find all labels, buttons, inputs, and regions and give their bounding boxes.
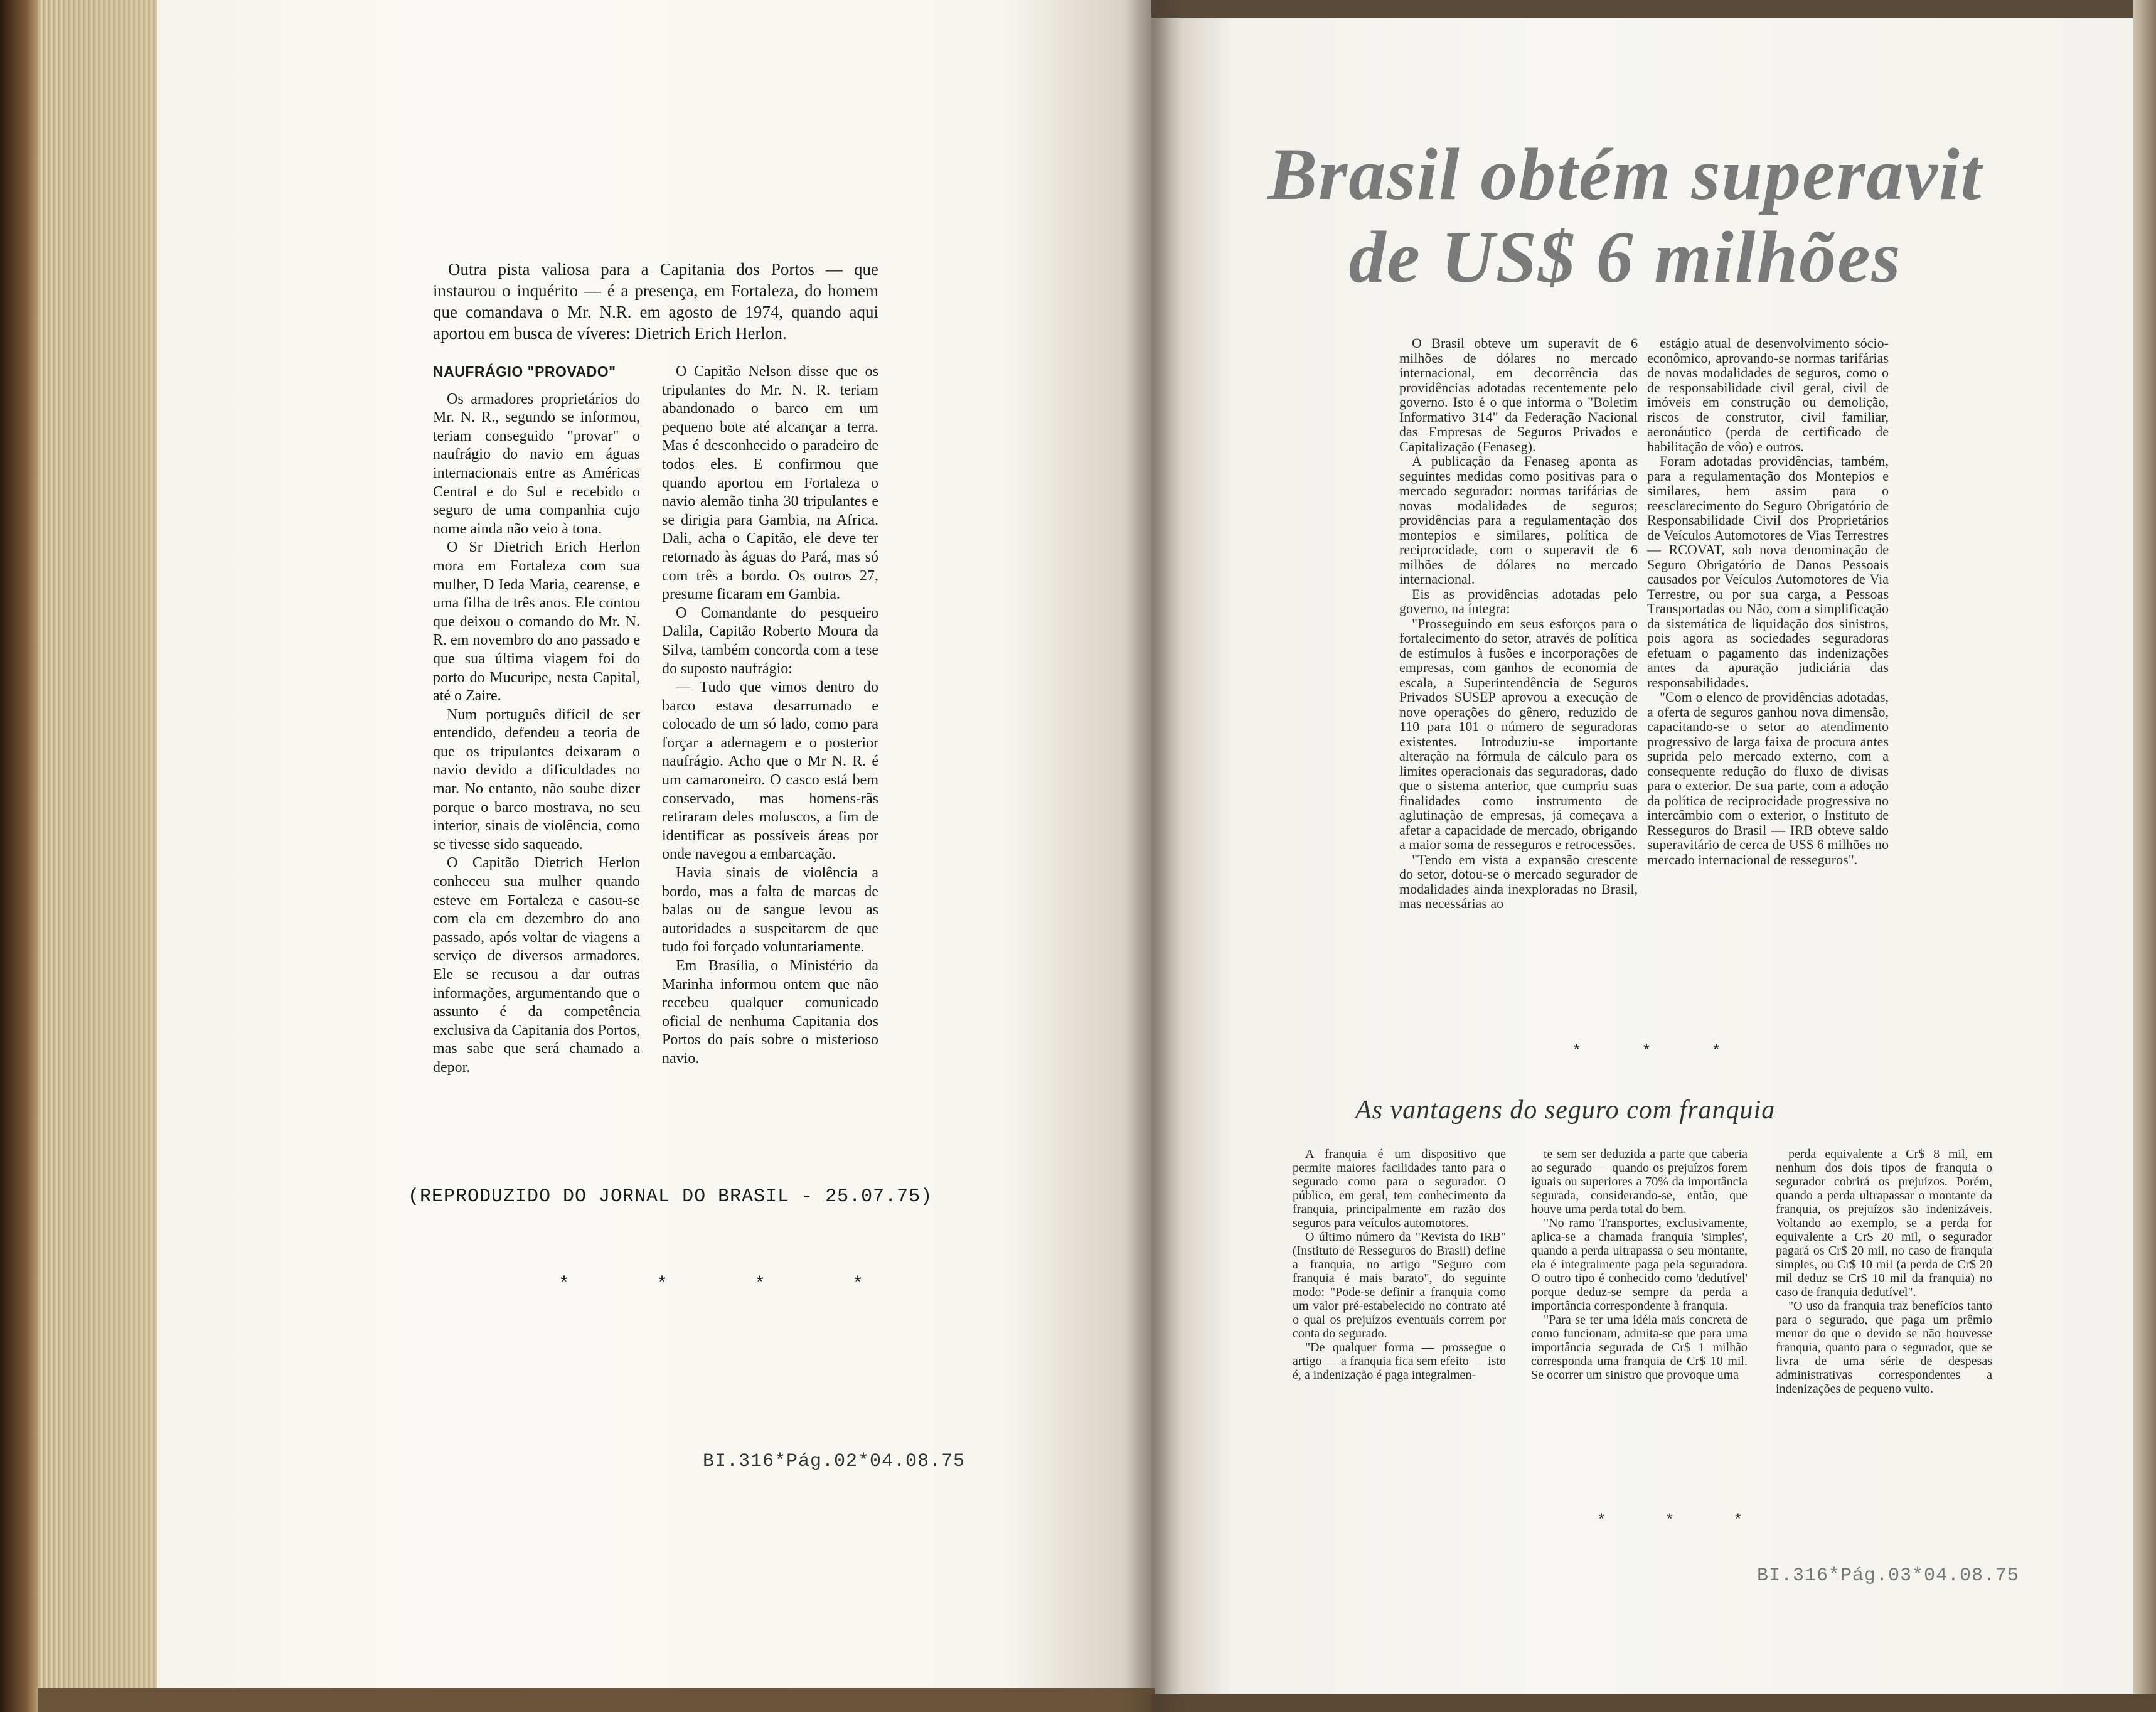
paragraph: "No ramo Transportes, exclusivamente, aplica-se a chamada franquia 'simples', quando a perda ultrapassa o seu montante, ela é integralmente paga pela seguradora. O outro tipo é conhecido como 'dedutível' porque deduz-se sempre da perda a importância correspondente à franquia. [1531,1216,1748,1313]
paragraph: "Prosseguindo em seus esforços para o fortalecimento do setor, através de política de estímulos à fusões e incorporações de empresas, com ganhos de economia de escala, a Superintendência de Seguros Privados SUSEP aprovou a execução de nove operações do gênero, reduzido de 110 para 101 o número de seguradoras existentes. Introduziu-se importante alteração na fórmula de cálculo para os limites operacionais das seguradoras, dado que o sistema anterior, que cumpriu suas finalidades como instrumento de aglutinação de empresas, já começava a afetar a capacidade de mercado, obrigando a maior soma de resseguros e retrocessões. [1399,615,1638,852]
paragraph: estágio atual de desenvolvimento sócio-econômico, aprovando-se normas tarifárias de novas modalidades de seguros, como o de responsabilidade civil geral, civil de imóveis em construção ou demolição, riscos de construtor, civil familiar, aeronáutico (perda de certificado de habilitação de vôo) e outros. [1647,335,1889,454]
bottom-edge-left [38,1688,1155,1712]
paragraph: O último número da "Revista do IRB" (Instituto de Resseguros do Brasil) define a franquia, no artigo "Seguro com franquia é mais barato", do seguinte modo: "Pode-se definir a franquia como um valor pré-estabelecido no contrato até o qual os prejuízos eventuais correm por conta do segurado. [1293,1230,1506,1340]
article-column-1 [433,363,640,1078]
headline-line-1: Brasil obtém superavit [1267,133,1983,215]
franquia-subhead: As vantagens do seguro com franquia [1355,1096,1776,1125]
article-column-2 [662,363,878,1069]
paragraph: A publicação da Fenaseg aponta as seguintes medidas como positivas para o mercado segurador: normas tarifárias de novas modalidades de seguros; providências para a regulamentação dos montepios e similares, política de reciprocidade, com o superavit de 6 milhões de dólares no mercado internacional. [1399,453,1638,587]
paragraph: "Com o elenco de providências adotadas, a oferta de seguros ganhou nova dimensão, capacitando-se o setor ao atendimento progressivo de larga faixa de procura antes suprida pelo mercado externo, com a consequente redução do fluxo de divisas para o exterior. De sua parte, com a adoção da política de reciprocidade progressiva no intercâmbio com o exterior, o Instituto de Resseguros do Brasil — IRB obteve saldo superavitário de cerca de US$ 6 milhões no mercado internacional de resseguros". [1647,689,1889,867]
headline-line-2: de US$ 6 milhões [1348,216,1902,298]
section-separator: * * * [1597,1512,1768,1529]
paragraph: O Sr Dietrich Erich Herlon mora em Fortaleza com sua mulher, D Ieda Maria, cearense, e uma filha de três anos. Ele contou que deixou o comando do Mr. N. R. em novembro do ano passado e que sua última viagem foi do porto do Mucuripe, nesta Capital, até o Zaire. [433,539,640,705]
paragraph: Foram adotadas providências, também, para a regulamentação dos Montepios e similares, bem assim para o reesclarecimento do Seguro Obrigatório de Responsabilidade Civil dos Proprietários de Veículos Automotores de Vias Terrestres — RCOVAT, sob nova denominação de Seguro Obrigatório de Danos Pessoais causados por Veículos Automotores de Via Terrestre, ou por sua carga, a Pessoas Transportadas ou Não, com a simplificação da sistemática de liquidação dos sinistros, pois agora as sociedades seguradoras efetuam o pagamento das indenizações antes da apuração judiciária das responsabilidades. [1647,453,1889,690]
paragraph: O Comandante do pesqueiro Dalila, Capitão Roberto Moura da Silva, também concorda com a tese do suposto naufrágio: [662,604,878,677]
top-edge [1151,0,2156,18]
headline [1249,133,2002,299]
spine-shadow [1126,0,1183,1712]
paragraph: "O uso da franquia traz benefícios tanto para o segurado, que paga um prêmio menor do que o devido se não houvesse franquia, quanto para o segurador, que se livra de uma série de despesas administrativas correspondentes a indenizações de pequeno vulto. [1776,1299,1992,1396]
left-page [157,0,1151,1712]
section-separator: * * * [1572,1042,1747,1061]
franquia-column-2 [1531,1147,1748,1382]
paragraph: Em Brasília, o Ministério da Marinha informou ontem que não recebeu qualquer comunicado oficial de nenhuma Capitania dos Portos do país sobre o misterioso navio. [662,958,878,1067]
section-separator: * * * * [558,1274,902,1295]
paragraph: Havia sinais de violência a bordo, mas a falta de marcas de balas ou de sangue levou as autoridades a suspeitarem de que tudo foi forçado voluntariamente. [662,865,878,956]
paragraph: O Capitão Dietrich Herlon conheceu sua mulher quando esteve em Fortaleza e casou-se com ela em dezembro do ano passado, após voltar de viagens a serviço de diversos armadores. Ele se recusou a dar outras informações, argumentando que o assunto é da competência exclusiva da Capitania dos Portos, mas sabe que será chamado a depor. [433,855,640,1076]
paragraph: "De qualquer forma — prossegue o artigo — a franquia fica sem efeito — isto é, a indenização é paga integralmen- [1293,1340,1506,1382]
paragraph: perda equivalente a Cr$ 8 mil, em nenhum dos dois tipos de franquia o segurador cobrirá os prejuízos. Porém, quando a perda ultrapassar o montante da franquia, os prejuízos são indenizáveis. Voltando ao exemplo, se a perda for equivalente a Cr$ 20 mil, o segurador pagará os Cr$ 20 mil, no caso de franquia simples, ou Cr$ 10 mil (a perda de Cr$ 20 mil deduz se Cr$ 10 mil da franquia) no caso de franquia dedutível". [1776,1147,1992,1299]
page-footer-right: BI.316*Pág.03*04.08.75 [1757,1565,2020,1586]
paragraph: Eis as providências adotadas pelo governo, na íntegra: [1399,586,1638,616]
article-subhead: NAUFRÁGIO "PROVADO" [433,363,616,380]
page-footer-left: BI.316*Pág.02*04.08.75 [703,1451,966,1472]
paragraph: te sem ser deduzida a parte que caberia ao segurado — quando os prejuízos forem iguais ou superiores a 70% da importância segurada, considerando-se, então, que houve uma perda total do bem. [1531,1147,1748,1216]
paragraph: Num português difícil de ser entendido, defendeu a teoria de que os tripulantes deixaram o navio devido a dificuldades no mar. No entanto, não soube dizer porque o barco mostrava, no seu interior, sinais de violência, como se tivesse sido saqueado. [433,706,640,853]
paragraph: "Tendo em vista a expansão crescente do setor, dotou-se o mercado segurador de modalidades ainda inexploradas no Brasil, mas necessárias ao [1399,851,1638,911]
paragraph: O Capitão Nelson disse que os tripulantes do Mr. N. R. teriam abandonado o barco em um pequeno bote até alcançar a terra. Mas é desconhecido o paradeiro de todos eles. E confirmou que quando aportou em Fortaleza o navio alemão tinha 30 tripulantes e se dirigia para Gambia, na Africa. Dali, acha o Capitão, ele deve ter retornado às águas do Pará, mas só com três a bordo. Os outros 27, presume ficaram em Gambia. [662,363,878,603]
article-intro: Outra pista valiosa para a Capitania dos Portos — que instaurou o inquérito — é a presença, em Fortaleza, do homem que comandava o Mr. N.R. em agosto de 1974, quando aqui aportou em busca de víveres: Dietrich Erich Herlon. [433,260,878,343]
source-credit: (REPRODUZIDO DO JORNAL DO BRASIL - 25.07.75) [408,1186,933,1207]
paragraph: A franquia é um dispositivo que permite maiores facilidades tanto para o segurado como para o segurador. O público, em geral, tem conhecimento da franquia, principalmente em razão dos seguros para veículos automotores. [1293,1147,1506,1230]
bottom-edge-right [1151,1694,2156,1712]
franquia-column-3 [1776,1147,1992,1396]
book-cover-edge [0,0,38,1712]
superavit-column-2 [1647,336,1889,867]
right-page-edge [2133,0,2156,1712]
paragraph: "Para se ter uma idéia mais concreta de como funcionam, admita-se que para uma importância segurada de Cr$ 1 milhão corresponda uma franquia de Cr$ 10 mil. Se ocorrer um sinistro que provoque uma [1531,1313,1748,1382]
paragraph: — Tudo que vimos dentro do barco estava desarrumado e colocado de um só lado, como para forçar a adernagem e o posterior naufrágio. Acho que o Mr N. R. é um camaroneiro. O casco está bem conservado, mas homens-rãs retiraram deles moluscos, a fim de identificar as possíveis áreas por onde navegou a embarcação. [662,679,878,863]
superavit-column-1 [1399,336,1638,911]
paragraph: O Brasil obteve um superavit de 6 milhões de dólares no mercado internacional, em decorrência das providências adotadas recentemente pelo governo. Isto é o que informa o "Boletim Informativo 314" da Federação Nacional das Empresas de Seguros Privados e Capitalização (Fenaseg). [1399,335,1638,454]
franquia-column-1 [1293,1147,1506,1382]
paragraph: Os armadores proprietários do Mr. N. R., segundo se informou, teriam conseguido "provar" o naufrágio do navio em águas internacionais entre as Américas Central e do Sul e recebido o seguro de uma companhia cujo nome ainda não veio à tona. [433,390,640,537]
